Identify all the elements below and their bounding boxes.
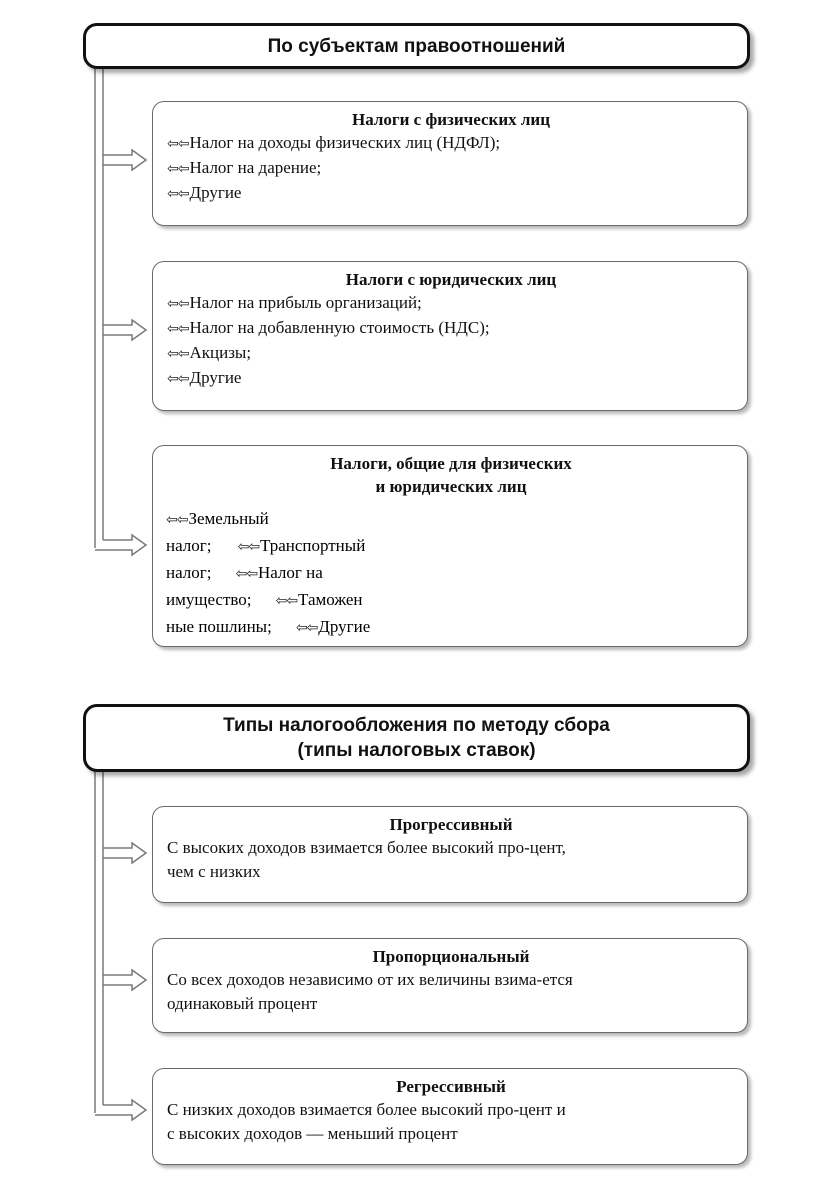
box-proportional	[152, 938, 748, 1033]
box-proportional-title: Пропорциональный	[372, 947, 530, 966]
double-arrow-left-icon: ⇦⇦	[167, 136, 189, 152]
common-taxes-flow-text	[166, 506, 456, 641]
list-item: ные пошлины; ⇦⇦Другие	[166, 617, 371, 636]
section2-header	[83, 704, 750, 772]
box-regressive-desc-line2: с высоких доходов — меньший процент	[167, 1124, 458, 1143]
box-legal-entities	[152, 261, 748, 411]
list-item: ⇦⇦Налог на доходы физических лиц (НДФЛ);	[167, 133, 501, 152]
box-progressive-title: Прогрессивный	[389, 815, 513, 834]
list-item: ⇦⇦Земельный	[166, 509, 269, 528]
branch-arrow-proportional	[103, 970, 146, 990]
box-individuals-title: Налоги с физических лиц	[351, 110, 550, 129]
box-legal-title: Налоги с юридических лиц	[345, 270, 557, 289]
double-arrow-left-icon: ⇦⇦	[275, 593, 297, 609]
list-item: имущество; ⇦⇦Таможен	[166, 590, 363, 609]
list-item: ⇦⇦Налог на дарение;	[167, 158, 322, 177]
list-item: ⇦⇦Другие	[167, 368, 242, 387]
list-item: ⇦⇦Акцизы;	[167, 343, 252, 362]
branch-arrow-individuals	[103, 150, 146, 170]
section1-header-text: По субъектам правоотношений	[267, 35, 566, 57]
box-regressive-desc-line1: С низких доходов взимается более высокий про-цент и	[167, 1100, 566, 1119]
list-item: ⇦⇦Налог на добавленную стоимость (НДС);	[167, 318, 490, 337]
box-progressive-desc-line2: чем с низких	[167, 862, 261, 881]
section1-header	[83, 23, 750, 69]
box-common-title-line2: и юридических лиц	[375, 477, 527, 496]
branch-arrow-legal	[103, 320, 146, 340]
double-arrow-left-icon: ⇦⇦	[235, 566, 257, 582]
double-arrow-left-icon: ⇦⇦	[167, 161, 189, 177]
list-item: налог; ⇦⇦Налог на	[166, 563, 323, 582]
box-common-title-line1: Налоги, общие для физических	[330, 454, 572, 473]
list-item: ⇦⇦Другие	[167, 183, 242, 202]
box-regressive	[152, 1068, 748, 1165]
box-regressive-title: Регрессивный	[396, 1077, 506, 1096]
box-proportional-desc-line1: Со всех доходов независимо от их величины взима-ется	[167, 970, 573, 989]
section2-header-line1: Типы налогообложения по методу сбора	[223, 715, 610, 736]
double-arrow-left-icon: ⇦⇦	[167, 371, 189, 387]
box-individuals	[152, 101, 748, 226]
box-progressive	[152, 806, 748, 903]
double-arrow-left-icon: ⇦⇦	[167, 346, 189, 362]
double-arrow-left-icon: ⇦⇦	[167, 186, 189, 202]
box-proportional-desc-line2: одинаковый процент	[167, 994, 318, 1013]
double-arrow-left-icon: ⇦⇦	[295, 620, 318, 636]
section2-header-line2: (типы налоговых ставок)	[297, 740, 536, 761]
double-arrow-left-icon: ⇦⇦	[167, 296, 189, 312]
double-arrow-left-icon: ⇦⇦	[167, 321, 189, 337]
branch-arrow-progressive	[103, 843, 146, 863]
list-item: ⇦⇦Налог на прибыль организаций;	[167, 293, 422, 312]
box-progressive-desc-line1: С высоких доходов взимается более высокий про-цент,	[167, 838, 566, 857]
list-item: налог; ⇦⇦Транспортный	[166, 536, 366, 555]
double-arrow-left-icon: ⇦⇦	[237, 539, 259, 555]
double-arrow-left-icon: ⇦⇦	[166, 512, 188, 528]
